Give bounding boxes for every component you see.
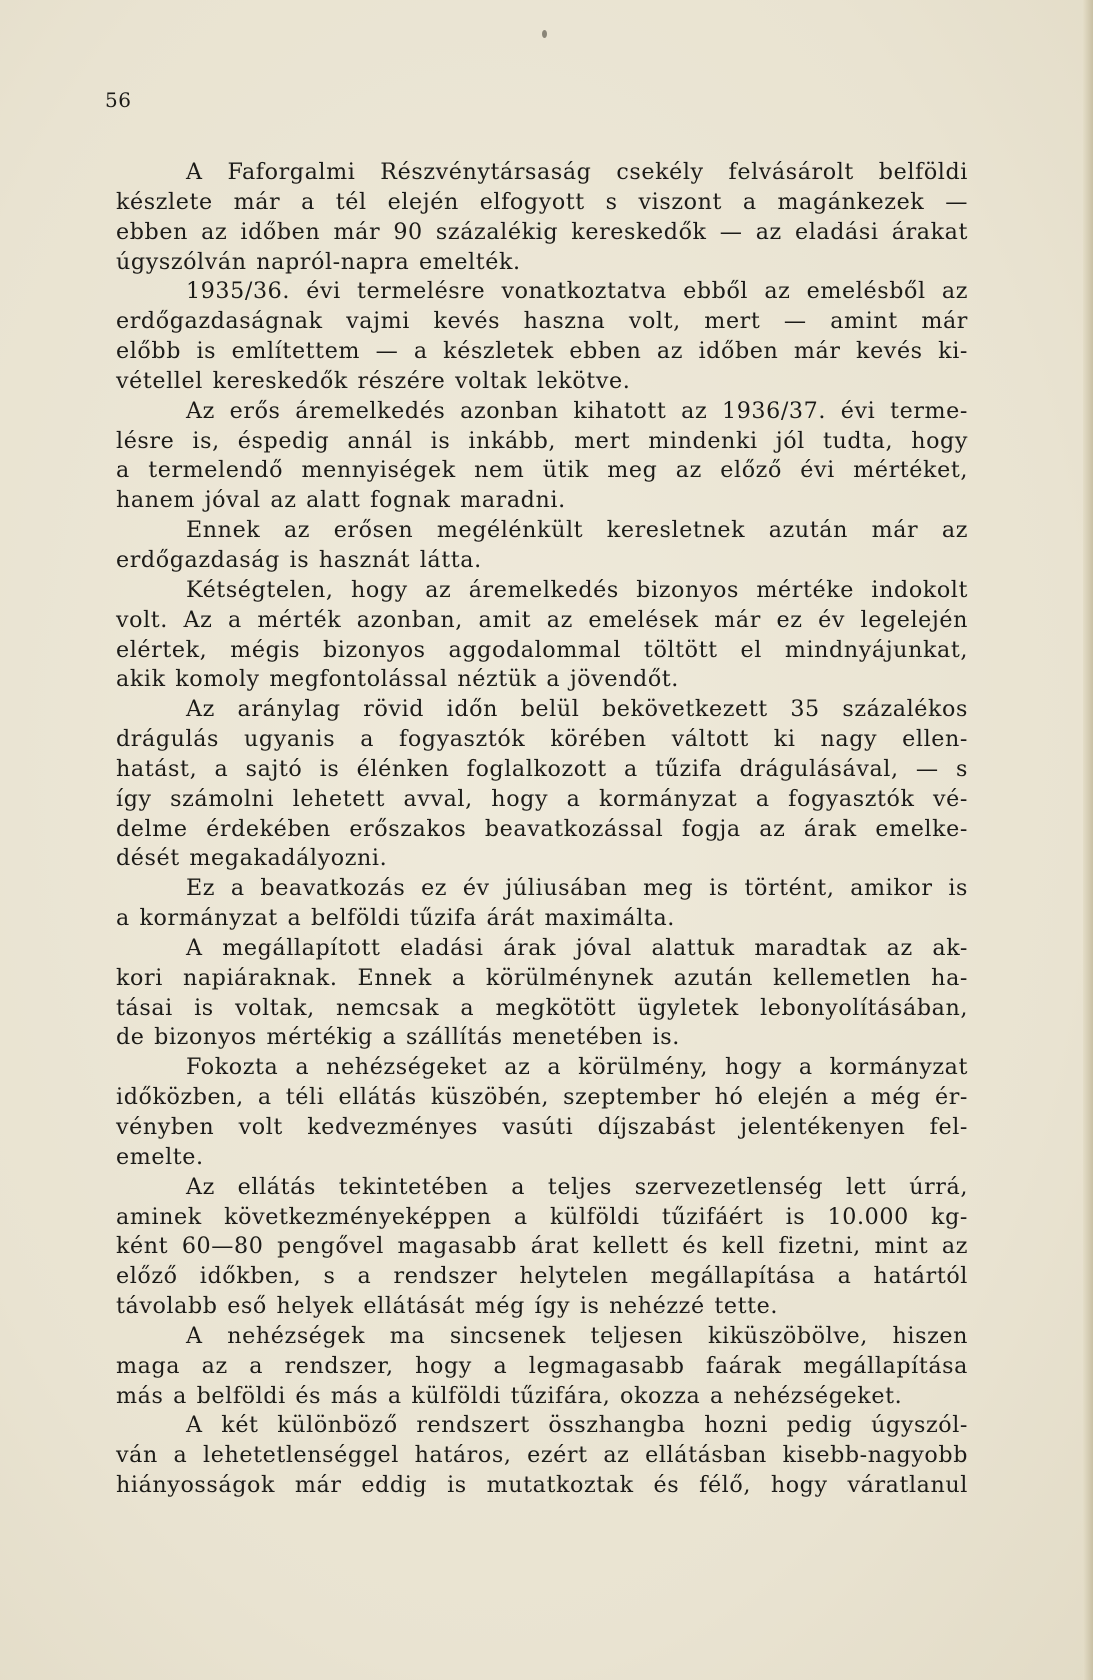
text-line: előbb is említettem — a készletek ebben az időben már kevés ki- [116, 338, 968, 365]
text-line: tásai is voltak, nemcsak a megkötött ügyletek lebonyolításában, [116, 994, 968, 1021]
text-line: hiányosságok már eddig is mutatkoztak és félő, hogy váratlanul [116, 1472, 968, 1499]
text-line: A megállapított eladási árak jóval alattuk maradtak az ak- [186, 934, 968, 961]
ink-speck [542, 30, 547, 38]
text-line: akik komoly megfontolással néztük a jövendőt. [116, 666, 679, 693]
text-line: Az aránylag rövid időn belül bekövetkezett 35 százalékos [186, 696, 968, 723]
text-line: erdőgazdaság is hasznát látta. [116, 546, 482, 573]
text-line: úgyszólván napról-napra emelték. [116, 248, 521, 275]
text-line: vétellel kereskedők részére voltak lekötve. [116, 367, 631, 394]
text-line: A nehézségek ma sincsenek teljesen kiküszöbölve, hiszen [186, 1322, 968, 1349]
text-line: készlete már a tél elején elfogyott s viszont a magánkezek — [116, 188, 968, 215]
text-line: vényben volt kedvezményes vasúti díjszabást jelentékenyen fel- [116, 1114, 968, 1140]
text-line: ebben az időben már 90 százalékig kereskedők — az eladási árakat [116, 218, 968, 245]
body-text [116, 158, 968, 1501]
text-line: előző időkben, s a rendszer helytelen megállapítása a határtól [116, 1263, 968, 1290]
text-line: emelte. [116, 1143, 204, 1170]
text-line: 1935/36. évi termelésre vonatkoztatva ebből az emelésből az [186, 278, 968, 305]
text-line: más a belföldi és más a külföldi tűzifára, okozza a nehézségeket. [116, 1382, 903, 1409]
text-line: A Faforgalmi Részvénytársaság csekély felvásárolt belföldi [186, 159, 968, 185]
text-line: ként 60—80 pengővel magasabb árat kellett és kell fizetni, mint az [116, 1233, 968, 1260]
text-line: így számolni lehetett avval, hogy a kormányzat a fogyasztók vé- [116, 785, 968, 812]
page-edge [1083, 0, 1093, 1680]
page-number: 56 [105, 88, 132, 112]
text-line: erdőgazdaságnak vajmi kevés haszna volt, mert — amint már [116, 308, 968, 335]
text-line: A két különböző rendszert összhangba hozni pedig úgyszól- [186, 1412, 968, 1439]
text-line: Ez a beavatkozás ez év júliusában meg is történt, amikor is [186, 875, 968, 902]
text-line: maga az a rendszer, hogy a legmagasabb faárak megállapítása [116, 1352, 968, 1379]
text-line: drágulás ugyanis a fogyasztók körében váltott ki nagy ellen- [116, 726, 968, 753]
text-line: a kormányzat a belföldi tűzifa árát maximálta. [116, 905, 675, 932]
text-line: Az erős áremelkedés azonban kihatott az 1936/37. évi terme- [186, 397, 968, 424]
text-line: lésre is, éspedig annál is inkább, mert mindenki jól tudta, hogy [116, 427, 968, 454]
text-line: hanem jóval az alatt fognak maradni. [116, 487, 566, 514]
text-line: volt. Az a mérték azonban, amit az emelések már ez év legelején [116, 606, 968, 633]
text-line: Az ellátás tekintetében a teljes szervezetlenség lett úrrá, [186, 1173, 968, 1200]
text-line: elértek, mégis bizonyos aggodalommal töltött el mindnyájunkat, [116, 636, 968, 663]
text-line: kori napiáraknak. Ennek a körülménynek azután kellemetlen ha- [116, 964, 968, 991]
text-line: ván a lehetetlenséggel határos, ezért az ellátásban kisebb-nagyobb [116, 1442, 968, 1469]
text-line: de bizonyos mértékig a szállítás menetében is. [116, 1024, 680, 1051]
text-line: a termelendő mennyiségek nem ütik meg az előző évi mértéket, [116, 457, 968, 484]
text-line: delme érdekében erőszakos beavatkozással fogja az árak emelke- [116, 815, 968, 842]
text-line: Fokozta a nehézségeket az a körülmény, hogy a kormányzat [186, 1054, 968, 1081]
text-line: időközben, a téli ellátás küszöbén, szeptember hó elején a még ér- [116, 1084, 968, 1111]
text-line: Kétségtelen, hogy az áremelkedés bizonyos mértéke indokolt [186, 576, 968, 603]
text-line: Ennek az erősen megélénkült keresletnek azután már az [186, 517, 968, 544]
text-line: dését megakadályozni. [116, 845, 388, 872]
text-line: hatást, a sajtó is élénken foglalkozott a tűzifa drágulásával, — s [116, 755, 968, 782]
text-line: aminek következményeképpen a külföldi tűzifáért is 10.000 kg- [116, 1203, 968, 1230]
text-line: távolabb eső helyek ellátását még így is nehézzé tette. [116, 1293, 779, 1320]
